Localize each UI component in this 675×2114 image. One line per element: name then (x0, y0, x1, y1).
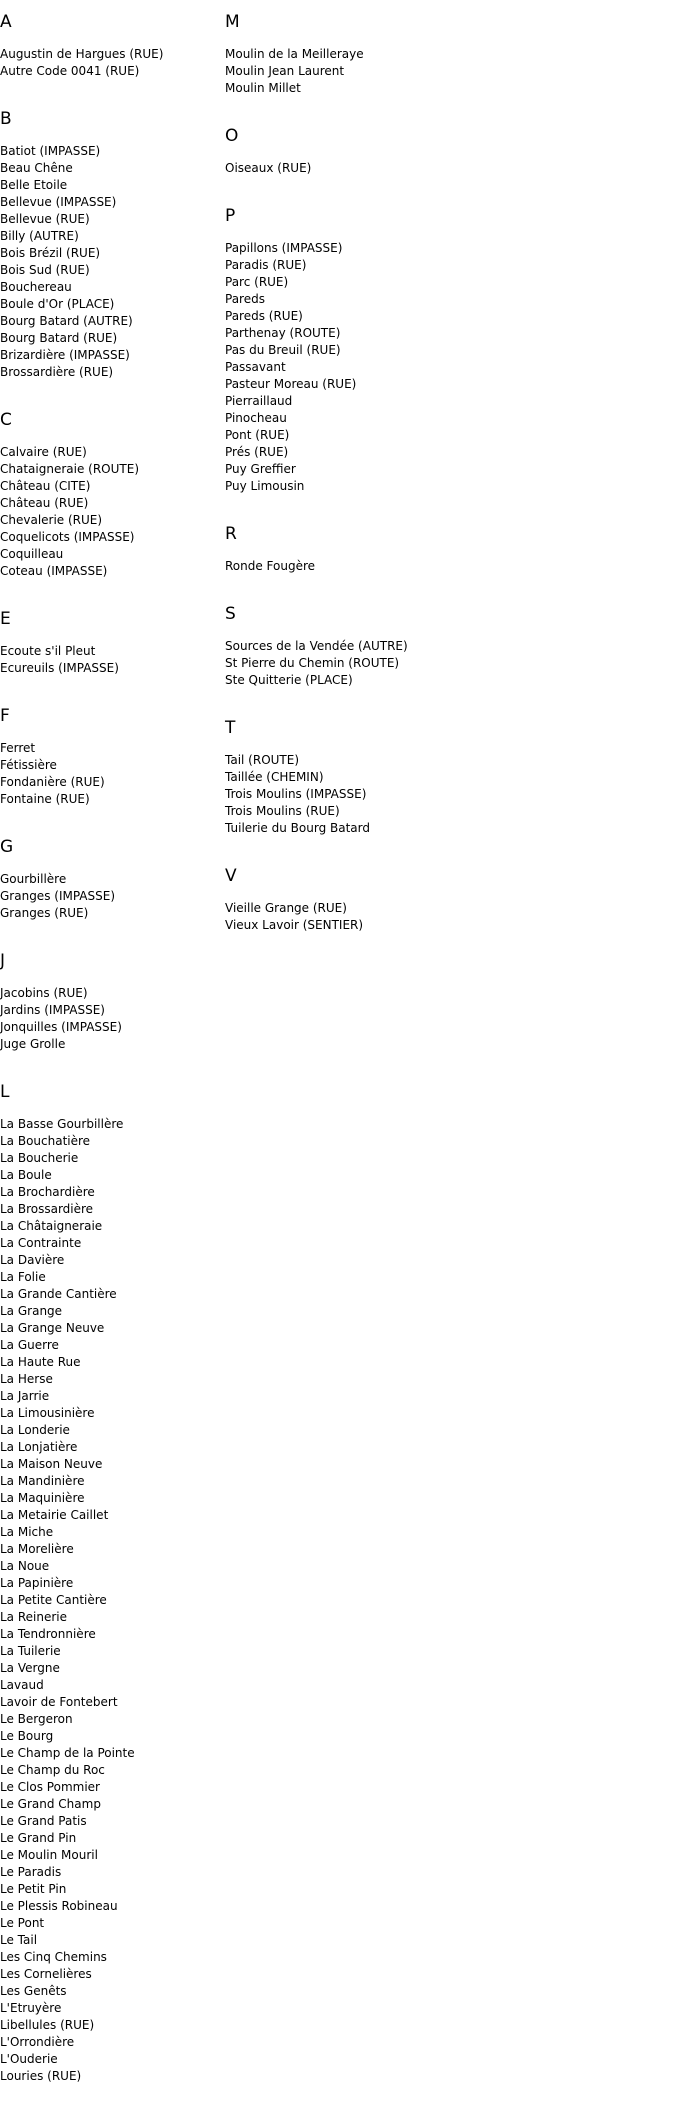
street-name: La Noue (0, 1559, 50, 1573)
street-name: Paradis (RUE) (225, 258, 307, 272)
street-name: La Morelière (0, 1542, 74, 1556)
street-name: Lavaud (0, 1678, 44, 1692)
street-name: Le Grand Champ (0, 1797, 101, 1811)
street-name: La Londerie (0, 1423, 70, 1437)
street-name: Bellevue (RUE) (0, 212, 90, 226)
street-name: La Bouchatière (0, 1134, 91, 1148)
letter-section-r (225, 524, 525, 575)
section-letter-heading: J (0, 951, 6, 971)
street-list (0, 740, 220, 808)
section-letter-heading: G (0, 837, 14, 857)
street-name: Moulin de la Meilleraye (225, 47, 364, 61)
street-name: Bois Sud (RUE) (0, 263, 90, 277)
street-name: Coquilleau (0, 547, 64, 561)
street-list (0, 1116, 220, 2085)
street-name: Château (CITE) (0, 479, 91, 493)
section-letter-heading: B (0, 109, 12, 129)
street-name: La Châtaigneraie (0, 1219, 103, 1233)
letter-section-a (0, 12, 220, 80)
street-name: Pareds (225, 292, 265, 306)
street-list (225, 900, 525, 934)
street-name: Chevalerie (RUE) (0, 513, 103, 527)
street-name: Jonquilles (IMPASSE) (0, 1020, 122, 1034)
section-letter-heading: L (0, 1082, 10, 1102)
street-name: Vieux Lavoir (SENTIER) (225, 918, 364, 932)
street-name: La Limousinière (0, 1406, 95, 1420)
street-name: La Contrainte (0, 1236, 82, 1250)
street-name: Trois Moulins (RUE) (225, 804, 340, 818)
street-name: Bourg Batard (RUE) (0, 331, 118, 345)
street-name: Le Grand Patis (0, 1814, 87, 1828)
street-name: Pasteur Moreau (RUE) (225, 377, 357, 391)
street-name: La Boule (0, 1168, 52, 1182)
street-name: Le Paradis (0, 1865, 62, 1879)
street-name: Calvaire (RUE) (0, 445, 87, 459)
street-name: Moulin Jean Laurent (225, 64, 345, 78)
street-name: Lavoir de Fontebert (0, 1695, 118, 1709)
street-list (0, 444, 220, 580)
street-name: Prés (RUE) (225, 445, 289, 459)
street-name: La Davière (0, 1253, 65, 1267)
right-column (225, 12, 525, 963)
street-name: La Basse Gourbillère (0, 1117, 124, 1131)
street-name: La Mandinière (0, 1474, 85, 1488)
street-name: Sources de la Vendée (AUTRE) (225, 639, 408, 653)
street-name: La Grange (0, 1304, 63, 1318)
street-name: Pierraillaud (225, 394, 293, 408)
street-name: La Tuilerie (0, 1644, 61, 1658)
street-name: Ferret (0, 741, 36, 755)
street-name: La Papinière (0, 1576, 74, 1590)
section-letter-heading: C (0, 410, 12, 430)
street-name: Billy (AUTRE) (0, 229, 79, 243)
street-name: Pareds (RUE) (225, 309, 303, 323)
letter-section-s (225, 604, 525, 689)
street-name: Puy Greffier (225, 462, 296, 476)
street-name: Le Bergeron (0, 1712, 73, 1726)
street-name: Le Champ de la Pointe (0, 1746, 135, 1760)
section-letter-heading: F (0, 706, 10, 726)
street-name: Pinocheau (225, 411, 287, 425)
street-name: La Jarrie (0, 1389, 50, 1403)
street-name: La Lonjatière (0, 1440, 78, 1454)
street-name: Les Genêts (0, 1984, 67, 1998)
street-name: Le Tail (0, 1933, 38, 1947)
street-name: Le Grand Pin (0, 1831, 77, 1845)
street-name: Pont (RUE) (225, 428, 290, 442)
street-name: Les Cornelières (0, 1967, 92, 1981)
street-list (0, 143, 220, 381)
letter-section-v (225, 866, 525, 934)
letter-section-f (0, 706, 220, 808)
street-name: Brossardière (RUE) (0, 365, 114, 379)
street-name: La Grange Neuve (0, 1321, 105, 1335)
street-name: Le Pont (0, 1916, 45, 1930)
street-name: Château (RUE) (0, 496, 89, 510)
street-name: Papillons (IMPASSE) (225, 241, 343, 255)
street-list (225, 240, 525, 495)
street-name: Le Petit Pin (0, 1882, 67, 1896)
letter-section-c (0, 410, 220, 580)
section-letter-heading: T (225, 718, 236, 738)
street-name: La Haute Rue (0, 1355, 81, 1369)
street-name: Libellules (RUE) (0, 2018, 95, 2032)
street-name: Fondanière (RUE) (0, 775, 105, 789)
street-name: La Metairie Caillet (0, 1508, 109, 1522)
section-letter-heading: P (225, 206, 236, 226)
street-name: Tuilerie du Bourg Batard (225, 821, 370, 835)
street-name: La Boucherie (0, 1151, 79, 1165)
street-name: Passavant (225, 360, 286, 374)
street-name: Jacobins (RUE) (0, 986, 88, 1000)
left-column (0, 12, 220, 2114)
street-name: Louries (RUE) (0, 2069, 82, 2083)
street-list (225, 638, 525, 689)
letter-section-e (0, 609, 220, 677)
street-name: Ronde Fougère (225, 559, 316, 573)
street-name: Coquelicots (IMPASSE) (0, 530, 135, 544)
street-name: Les Cinq Chemins (0, 1950, 107, 1964)
street-list (0, 643, 220, 677)
letter-section-o (225, 126, 525, 177)
street-name: La Tendronnière (0, 1627, 96, 1641)
section-letter-heading: M (225, 12, 240, 32)
street-name: L'Orrondière (0, 2035, 75, 2049)
street-name: La Folie (0, 1270, 46, 1284)
street-name: L'Etruyère (0, 2001, 62, 2015)
street-name: Bouchereau (0, 280, 72, 294)
letter-section-m (225, 12, 525, 97)
street-name: Autre Code 0041 (RUE) (0, 64, 140, 78)
street-name: Trois Moulins (IMPASSE) (225, 787, 367, 801)
section-letter-heading: A (0, 12, 12, 32)
section-letter-heading: V (225, 866, 237, 886)
street-name: Moulin Millet (225, 81, 301, 95)
street-name: Parc (RUE) (225, 275, 289, 289)
letter-section-g (0, 837, 220, 922)
street-list (225, 558, 525, 575)
street-name: La Maison Neuve (0, 1457, 103, 1471)
street-name: Le Moulin Mouril (0, 1848, 98, 1862)
street-name: Bellevue (IMPASSE) (0, 195, 117, 209)
letter-section-j (0, 951, 220, 1053)
street-list (0, 985, 220, 1053)
street-name: Le Clos Pommier (0, 1780, 100, 1794)
street-name: Belle Etoile (0, 178, 68, 192)
street-name: Vieille Grange (RUE) (225, 901, 347, 915)
street-name: Jardins (IMPASSE) (0, 1003, 105, 1017)
street-name: La Reinerie (0, 1610, 68, 1624)
section-letter-heading: S (225, 604, 236, 624)
street-name: Ste Quitterie (PLACE) (225, 673, 353, 687)
street-name: Le Plessis Robineau (0, 1899, 118, 1913)
street-name: Puy Limousin (225, 479, 305, 493)
street-name: Fontaine (RUE) (0, 792, 90, 806)
street-name: Gourbillère (0, 872, 67, 886)
street-list (0, 871, 220, 922)
street-list (0, 46, 220, 80)
street-name: La Herse (0, 1372, 53, 1386)
street-name: La Grande Cantière (0, 1287, 117, 1301)
street-list (225, 752, 525, 837)
street-name: Chataigneraie (ROUTE) (0, 462, 139, 476)
street-name: Juge Grolle (0, 1037, 66, 1051)
street-list (225, 46, 525, 97)
street-name: L'Ouderie (0, 2052, 58, 2066)
street-name: La Maquinière (0, 1491, 85, 1505)
street-name: Batiot (IMPASSE) (0, 144, 101, 158)
letter-section-t (225, 718, 525, 837)
street-name: Bourg Batard (AUTRE) (0, 314, 133, 328)
street-name: Le Champ du Roc (0, 1763, 105, 1777)
street-name: Granges (IMPASSE) (0, 889, 116, 903)
street-name: Brizardière (IMPASSE) (0, 348, 130, 362)
street-name: Ecureuils (IMPASSE) (0, 661, 119, 675)
street-name: La Guerre (0, 1338, 59, 1352)
street-name: Oiseaux (RUE) (225, 161, 312, 175)
street-name: Granges (RUE) (0, 906, 89, 920)
street-name: Ecoute s'il Pleut (0, 644, 96, 658)
street-name: La Miche (0, 1525, 54, 1539)
street-name: Beau Chêne (0, 161, 73, 175)
section-letter-heading: E (0, 609, 11, 629)
street-name: Bois Brézil (RUE) (0, 246, 101, 260)
street-name: Augustin de Hargues (RUE) (0, 47, 164, 61)
street-name: Taillée (CHEMIN) (225, 770, 324, 784)
street-name: La Vergne (0, 1661, 60, 1675)
street-name: La Petite Cantière (0, 1593, 107, 1607)
street-name: Le Bourg (0, 1729, 54, 1743)
street-name: Tail (ROUTE) (225, 753, 300, 767)
street-name: Parthenay (ROUTE) (225, 326, 341, 340)
street-name: Fétissière (0, 758, 57, 772)
street-name: Boule d'Or (PLACE) (0, 297, 115, 311)
letter-section-b (0, 109, 220, 381)
street-name: La Brossardière (0, 1202, 94, 1216)
street-name: Pas du Breuil (RUE) (225, 343, 341, 357)
street-list (225, 160, 525, 177)
section-letter-heading: R (225, 524, 237, 544)
street-name: St Pierre du Chemin (ROUTE) (225, 656, 400, 670)
street-name: Coteau (IMPASSE) (0, 564, 108, 578)
letter-section-l (0, 1082, 220, 2085)
street-name: La Brochardière (0, 1185, 95, 1199)
section-letter-heading: O (225, 126, 239, 146)
letter-section-p (225, 206, 525, 495)
